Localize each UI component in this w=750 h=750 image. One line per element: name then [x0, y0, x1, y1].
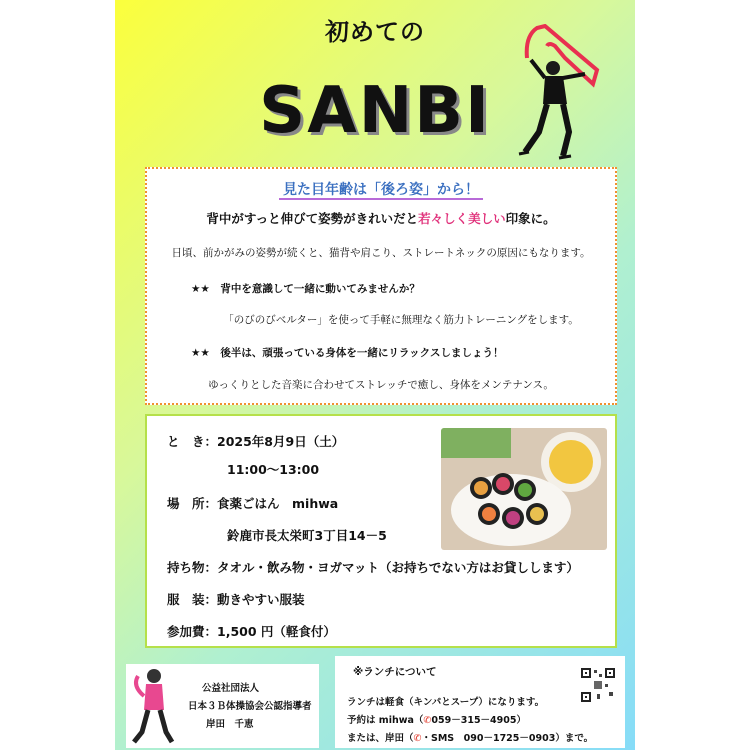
- kimbap-soup-photo: [441, 428, 607, 550]
- flyer: [115, 0, 635, 750]
- lunch-heading: ※ランチについて: [353, 666, 437, 678]
- lunch-reserve: 予約は mihwa（✆059－315－4905）: [347, 715, 527, 726]
- time-row: 11:00〜13:00: [227, 462, 320, 477]
- intro-heading: 見た目年齢は「後ろ姿」から！: [147, 179, 615, 199]
- intro-point2-detail: ゆっくりとした音楽に合わせてストレッチで癒し、身体をメンテナンス。: [208, 379, 554, 391]
- intro-line1: 日頃、前かがみの姿勢が続くと、猫背や肩こり、ストレートネックの原因にもなります。: [171, 247, 591, 259]
- date-row: と き：2025年8月9日（土）: [167, 434, 345, 449]
- dancer-with-band-image: [505, 24, 605, 164]
- instructor-name: 岸田 千恵: [206, 719, 254, 730]
- intro-box: [145, 167, 617, 405]
- title-small: 初めての: [325, 18, 425, 46]
- intro-lead: 背中がすっと伸びて姿勢がきれいだと若々しく美しい印象に。: [206, 211, 556, 226]
- intro-point1-detail: 「のびのびベルター」を使って手軽に無理なく筋力トレーニングをします。: [223, 314, 579, 326]
- instructor-org: 公益社団法人: [202, 683, 260, 694]
- instructor-photo: [132, 666, 176, 746]
- phone-icon: ✆: [423, 715, 432, 726]
- title-big: SANBI: [259, 74, 491, 148]
- lunch-box: [335, 656, 625, 748]
- qr-code-icon[interactable]: [579, 666, 617, 704]
- lead-highlight: 若々しく美しい: [418, 211, 506, 226]
- wear-row: 服 装：動きやすい服装: [167, 592, 305, 607]
- place-row: 場 所：食薬ごはん mihwa: [167, 496, 339, 511]
- lunch-alt: または、岸田（✆・SMS 090－1725－0903）まで。: [347, 733, 594, 744]
- lunch-line1: ランチは軽食（キンパとスープ）になります。: [347, 697, 545, 708]
- address-row: 鈴鹿市長太栄町3丁目14－5: [227, 528, 387, 543]
- instructor-box: [126, 664, 319, 748]
- instructor-title: 日本３Ｂ体操協会公認指導者: [188, 701, 312, 712]
- phone-icon: ✆: [413, 733, 422, 744]
- intro-point1: ★★ 背中を意識して一緒に動いてみませんか？: [191, 283, 420, 295]
- items-row: 持ち物：タオル・飲み物・ヨガマット（お持ちでない方はお貸しします）: [167, 560, 579, 575]
- fee-row: 参加費：1,500 円（軽食付）: [167, 624, 336, 639]
- details-box: [145, 414, 617, 648]
- intro-point2: ★★ 後半は、頑張っている身体を一緒にリラックスしましょう！: [191, 347, 504, 359]
